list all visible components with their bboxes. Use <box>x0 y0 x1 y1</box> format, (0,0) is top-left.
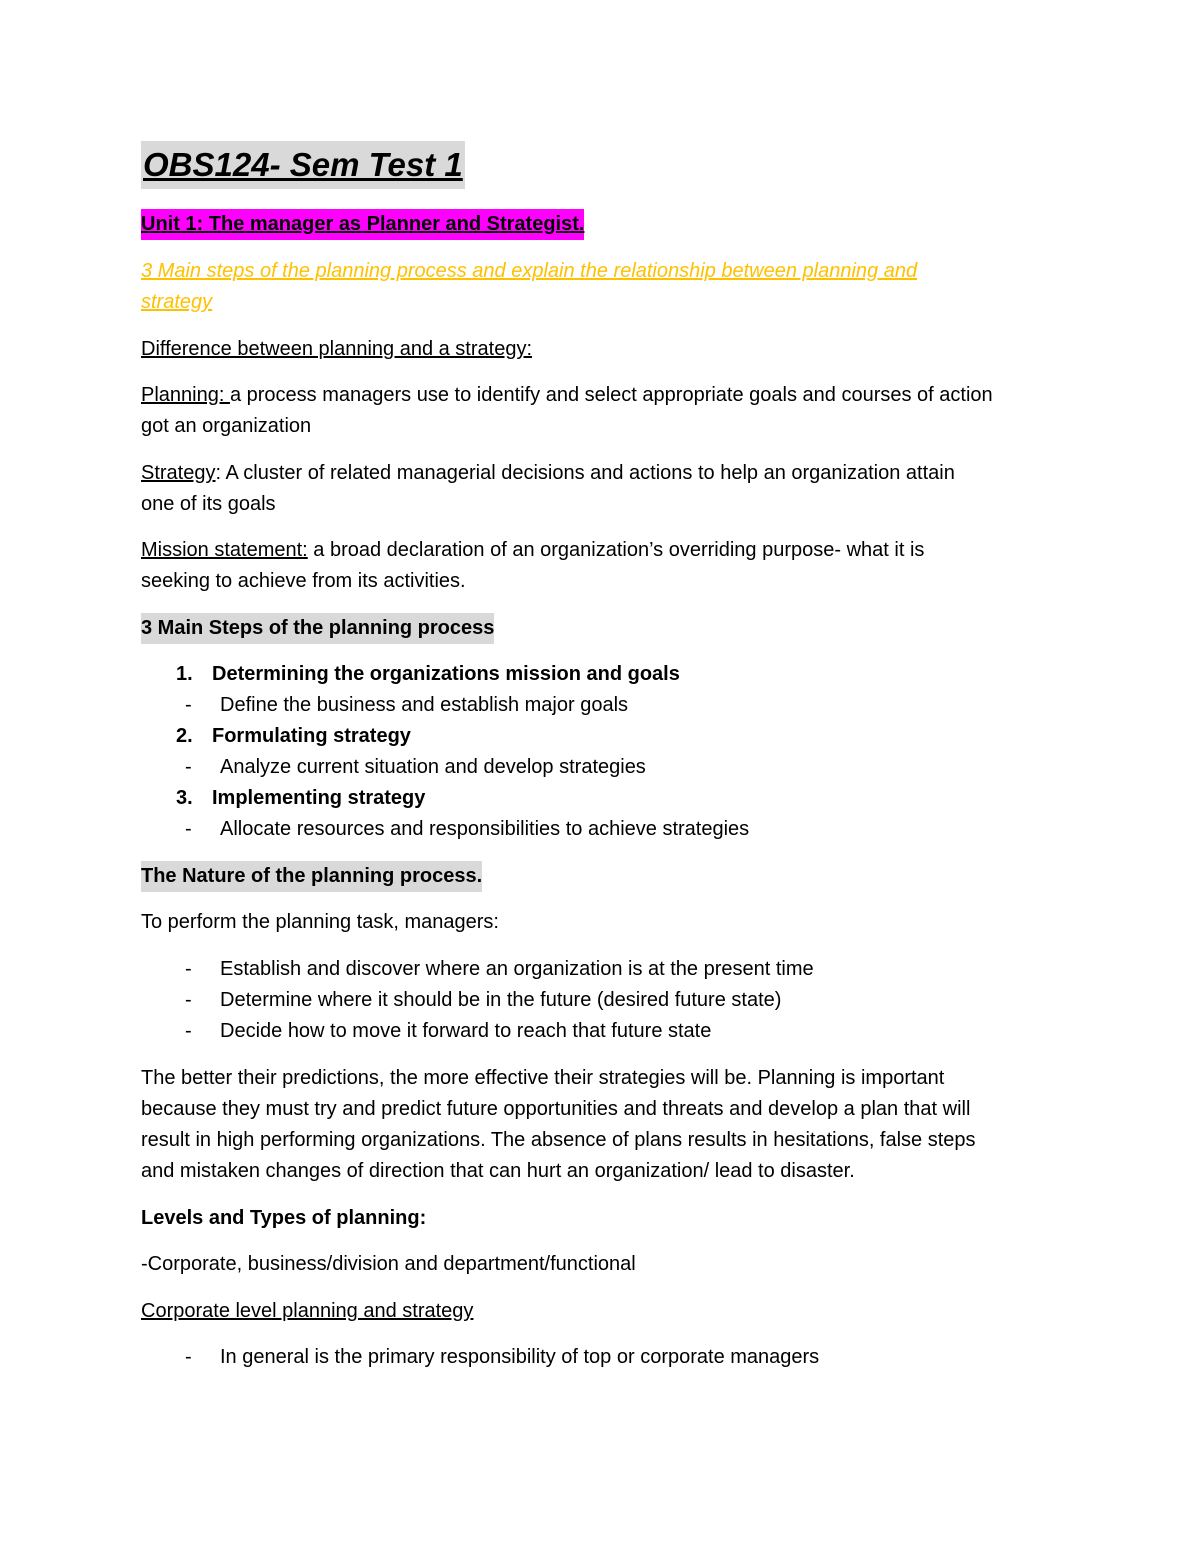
paragraph-line: because they must try and predict future opportunities and threats and develop a plan that will <box>141 1098 971 1120</box>
planning-term: Planning: <box>141 384 230 406</box>
paragraph-line: and mistaken changes of direction that can hurt an organization/ lead to disaster. <box>141 1160 855 1182</box>
planning-definition <box>141 380 993 411</box>
step-detail: Analyze current situation and develop strategies <box>220 756 646 778</box>
list-dash: - <box>185 1020 192 1042</box>
levels-line: -Corporate, business/division and department/functional <box>141 1253 636 1275</box>
list-item: Determine where it should be in the future (desired future state) <box>220 989 782 1011</box>
list-item: Decide how to move it forward to reach that future state <box>220 1020 712 1042</box>
step-number: 1. <box>176 663 193 685</box>
step-number: 3. <box>176 787 193 809</box>
corporate-heading: Corporate level planning and strategy <box>141 1300 474 1322</box>
strategy-definition <box>141 458 955 489</box>
steps-heading: 3 Main Steps of the planning process <box>141 613 494 644</box>
question-line-1: 3 Main steps of the planning process and explain the relationship between planning and <box>141 260 918 282</box>
mission-definition <box>141 535 924 566</box>
levels-heading: Levels and Types of planning: <box>141 1207 427 1229</box>
mission-term: Mission statement: <box>141 539 308 561</box>
planning-definition-cont: got an organization <box>141 415 312 437</box>
step-title: Implementing strategy <box>212 787 426 809</box>
planning-definition-text: a process managers use to identify and select appropriate goals and courses of action <box>229 384 993 406</box>
step-number: 2. <box>176 725 193 747</box>
list-dash: - <box>185 818 192 840</box>
step-detail: Define the business and establish major goals <box>220 694 629 716</box>
list-item: In general is the primary responsibility of top or corporate managers <box>220 1346 820 1368</box>
document-title: OBS124- Sem Test 1 <box>141 141 465 189</box>
strategy-definition-text: : A cluster of related managerial decisions and actions to help an organization attain <box>215 462 955 484</box>
paragraph-line: result in high performing organizations. The absence of plans results in hesitations, false steps <box>141 1129 976 1151</box>
strategy-term: Strategy <box>141 462 216 484</box>
paragraph-line: The better their predictions, the more effective their strategies will be. Planning is important <box>141 1067 945 1089</box>
step-detail: Allocate resources and responsibilities to achieve strategies <box>220 818 750 840</box>
list-dash: - <box>185 989 192 1011</box>
strategy-definition-cont: one of its goals <box>141 493 276 515</box>
unit-heading: Unit 1: The manager as Planner and Strategist. <box>141 209 584 240</box>
nature-intro: To perform the planning task, managers: <box>141 911 499 933</box>
list-dash: - <box>185 958 192 980</box>
list-dash: - <box>185 1346 192 1368</box>
step-title: Formulating strategy <box>212 725 411 747</box>
nature-heading: The Nature of the planning process. <box>141 861 482 892</box>
list-item: Establish and discover where an organization is at the present time <box>220 958 814 980</box>
difference-heading: Difference between planning and a strategy: <box>141 338 533 360</box>
step-title: Determining the organizations mission and goals <box>212 663 680 685</box>
question-line-2: strategy <box>141 291 213 313</box>
list-dash: - <box>185 756 192 778</box>
mission-definition-cont: seeking to achieve from its activities. <box>141 570 466 592</box>
list-dash: - <box>185 694 192 716</box>
mission-definition-text: a broad declaration of an organization’s overriding purpose- what it is <box>307 539 925 561</box>
